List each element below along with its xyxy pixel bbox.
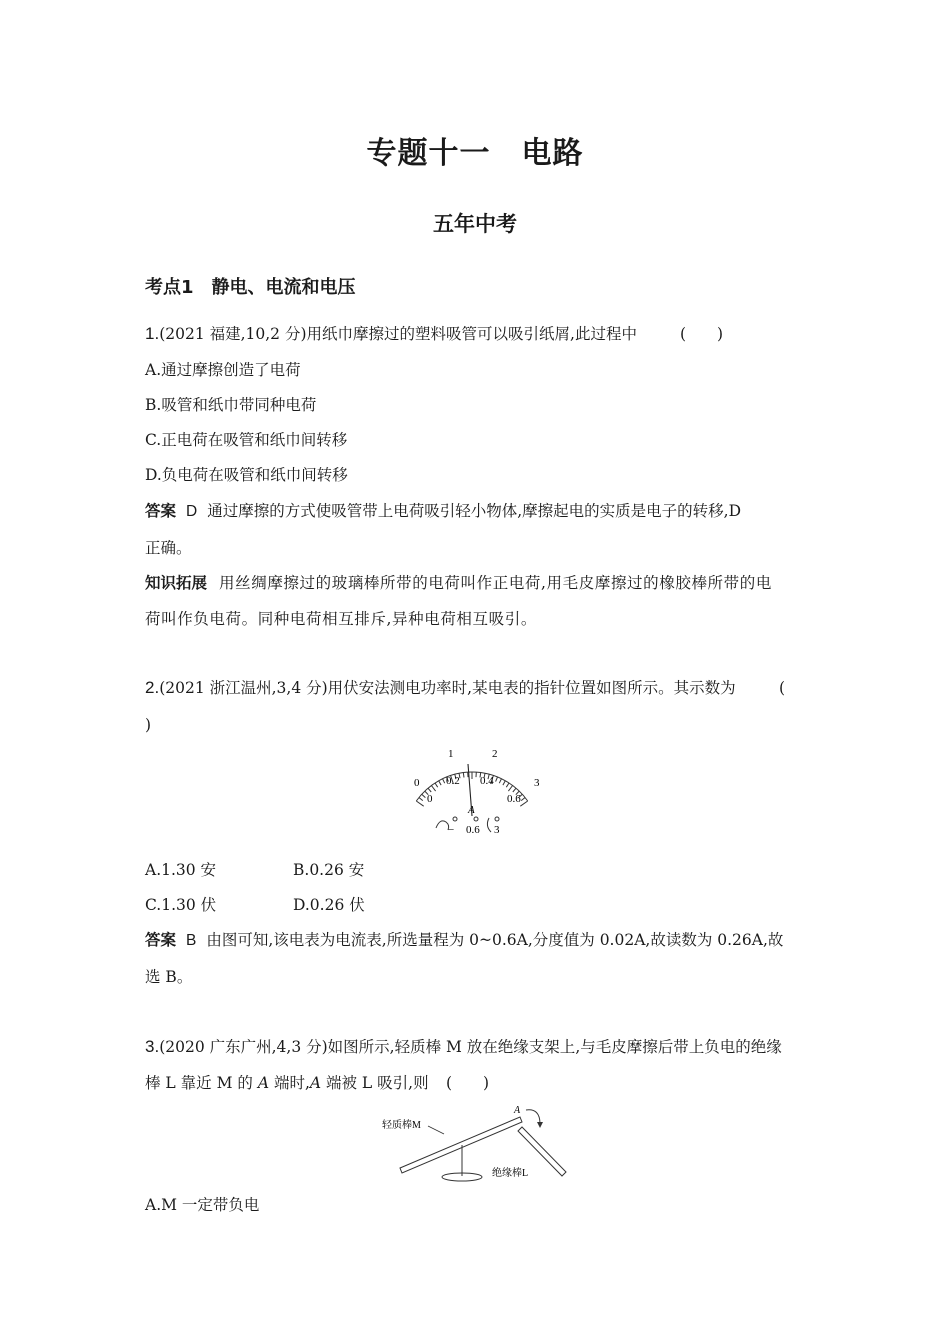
lower-scale-04: 0.4 <box>480 775 494 787</box>
q2-answer-cont: 选 B。 <box>145 968 193 986</box>
q2-stem-text: (2021 浙江温州,3,4 分)用伏安法测电功率时,某电表的指针位置如图所示。其示数为 <box>159 679 736 697</box>
meter-tick <box>508 786 512 792</box>
meter-unit: A <box>468 804 475 816</box>
upper-scale-3: 3 <box>534 777 540 789</box>
q1-option-d: D.负电荷在吸管和纸巾间转移 <box>145 466 348 484</box>
q2-paren-close: ) <box>145 716 152 734</box>
q1-extension-cont: 荷叫作负电荷。同种电荷相互排斥,异种电荷相互吸引。 <box>145 610 537 628</box>
meter-tick <box>521 798 525 801</box>
meter-tick <box>419 798 423 801</box>
q1-stem-text: (2021 福建,10,2 分)用纸巾摩擦过的塑料吸管可以吸引纸屑,此过程中 <box>159 325 637 343</box>
q1-answer-label: 答案 <box>145 502 177 520</box>
meter-tick <box>503 781 505 785</box>
q3-stem-text: (2020 广东广州,4,3 分)如图所示,轻质棒 M 放在绝缘支架上,与毛皮摩擦后带上负电的绝缘 <box>159 1038 782 1056</box>
q2-number: 2. <box>145 678 160 697</box>
terminal-negative-icon <box>453 817 457 821</box>
q1-answer-cont: 正确。 <box>145 539 192 557</box>
meter-tick <box>443 779 445 784</box>
q2-option-a: A.1.30 安 <box>145 861 217 879</box>
q1-answer-letter: D <box>186 503 198 520</box>
meter-tick <box>431 786 435 792</box>
meter-tick <box>416 801 423 806</box>
rod-figure <box>380 1100 580 1186</box>
q1-stem <box>145 323 637 345</box>
q1-number: 1. <box>145 324 160 343</box>
terminal-3-icon <box>495 817 499 821</box>
meter-tick <box>520 801 527 806</box>
lower-scale-02: 0.2 <box>446 775 460 787</box>
motion-arrow-icon <box>526 1110 540 1124</box>
q1-extension-text: 用丝绸摩擦过的玻璃棒所带的电荷叫作正电荷,用毛皮摩擦过的橡胶棒所带的电 <box>219 574 772 592</box>
upper-scale-2: 2 <box>492 748 498 760</box>
rod-m-leader <box>428 1126 444 1134</box>
q1-answer-text: 通过摩擦的方式使吸管带上电荷吸引轻小物体,摩擦起电的实质是电子的转移,D <box>207 502 742 520</box>
q3-option-a: A.M 一定带负电 <box>145 1196 260 1214</box>
q1-extension <box>145 572 772 594</box>
q1-option-a: A.通过摩擦创造了电荷 <box>145 361 301 379</box>
q2-option-b: B.0.26 安 <box>293 861 365 879</box>
q2-answer-letter: B <box>186 932 197 949</box>
q1-paren: ( ) <box>680 325 724 343</box>
q3-stem-part-2: 端时, <box>269 1074 310 1092</box>
meter-tick <box>463 773 464 778</box>
q2-answer <box>145 929 783 952</box>
q2-stem <box>145 677 736 699</box>
terminal-06-label: 0.6 <box>466 824 480 836</box>
q3-stem-part-1: 棒 L 靠近 M 的 <box>145 1074 258 1092</box>
meter-tick <box>513 788 516 792</box>
q2-option-d: D.0.26 伏 <box>293 896 365 914</box>
terminal-negative-label: − <box>448 824 455 836</box>
terminal-06-icon <box>474 817 478 821</box>
q1-extension-label: 知识拓展 <box>145 574 208 592</box>
q3-stem-part-3: 端被 L 吸引,则 <box>321 1074 429 1092</box>
upper-scale-1: 1 <box>448 748 454 760</box>
section-heading: 考点1 静电、电流和电压 <box>145 277 356 298</box>
meter-tick <box>428 788 431 792</box>
wire-left-icon <box>436 821 449 830</box>
q2-option-c: C.1.30 伏 <box>145 896 217 914</box>
page-title: 专题十一 电路 <box>366 136 584 171</box>
q3-paren: ( ) <box>446 1074 490 1092</box>
q2-answer-label: 答案 <box>145 931 177 949</box>
wire-right-icon <box>487 818 491 832</box>
q3-end-a-1: A <box>257 1074 270 1092</box>
meter-tick <box>435 783 438 787</box>
q1-option-c: C.正电荷在吸管和纸巾间转移 <box>145 431 348 449</box>
rod-l-label: 绝缘棒L <box>492 1168 529 1179</box>
meter-tick <box>439 781 441 785</box>
meter-tick <box>506 783 509 787</box>
q1-option-b: B.吸管和纸巾带同种电荷 <box>145 396 317 414</box>
page-subtitle: 五年中考 <box>433 212 517 236</box>
q3-stem-cont <box>145 1072 429 1094</box>
rod-m-label: 轻质棒M <box>382 1120 421 1131</box>
ammeter-figure <box>400 740 550 840</box>
upper-scale-0: 0 <box>414 777 420 789</box>
q1-answer <box>145 500 741 523</box>
q2-paren-open: ( <box>779 679 786 697</box>
rod-end-a-label: A <box>514 1105 521 1116</box>
terminal-3-label: 3 <box>494 824 500 836</box>
lower-scale-0: 0 <box>427 793 433 805</box>
arrow-head-icon <box>537 1122 543 1128</box>
q3-number: 3. <box>145 1037 160 1056</box>
q3-stem <box>145 1036 782 1058</box>
lower-scale-06: 0.6 <box>507 793 521 805</box>
meter-tick <box>422 794 426 797</box>
q3-end-a-2: A <box>309 1074 322 1092</box>
meter-tick <box>496 777 498 782</box>
meter-tick <box>499 779 501 784</box>
q2-answer-text: 由图可知,该电表为电流表,所选量程为 0~0.6A,分度值为 0.02A,故读数为 0.26A,故 <box>206 931 784 949</box>
